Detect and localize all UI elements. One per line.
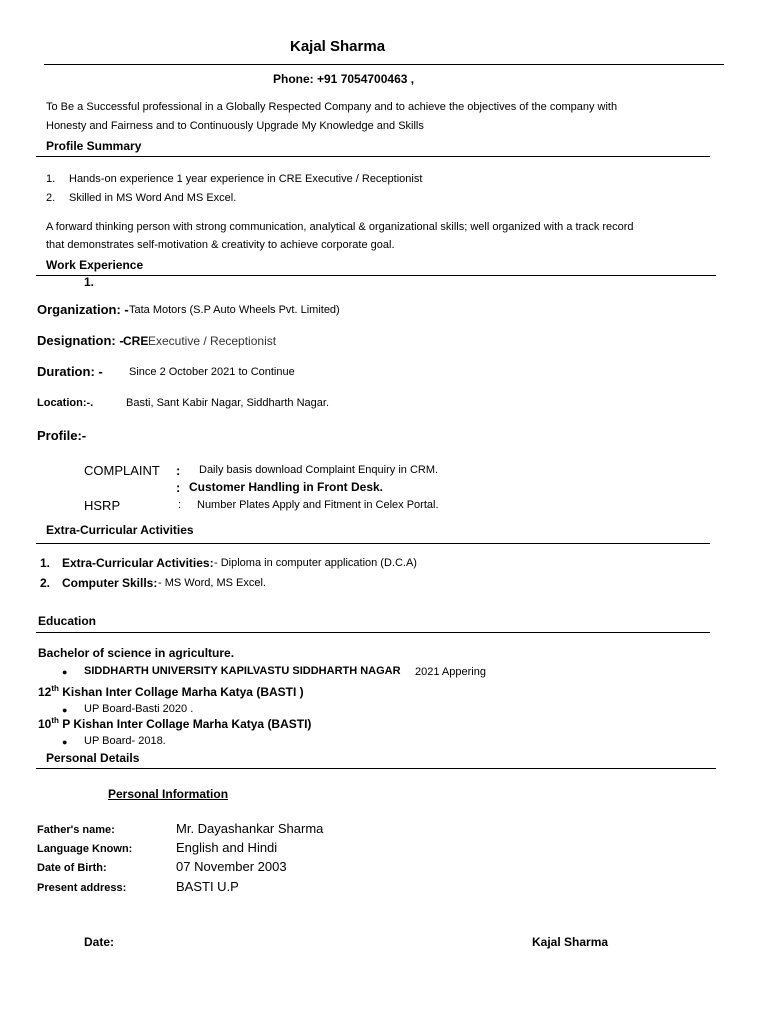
summary-item-1-text: Hands-on experience 1 year experience in CRE Executive / Receptionist (69, 173, 423, 185)
address-label: Present address: (37, 882, 127, 894)
summary-item-1-num: 1. (46, 173, 56, 185)
designation-label: Designation: - (37, 333, 124, 348)
extra-item-1-num: 1. (40, 556, 51, 570)
hsrp-value: Number Plates Apply and Fitment in Celex Portal. (197, 499, 439, 511)
designation-value: Executive / Receptionist (148, 334, 277, 348)
tenth-entry: 10th P Kishan Inter Collage Marha Katya (BASTI) (38, 716, 312, 731)
complaint-value: Daily basis download Complaint Enquiry in CRM. (199, 464, 439, 476)
organization-value: Tata Motors (S.P Auto Wheels Pvt. Limited) (129, 304, 340, 316)
location-label: Location:-. (37, 397, 94, 409)
complaint-label: COMPLAINT (84, 463, 160, 478)
extra-item-1-value: - Diploma in computer application (D.C.A) (214, 557, 417, 569)
complaint-colon: : (176, 463, 181, 478)
university-name: SIDDHARTH UNIVERSITY KAPILVASTU SIDDHARTH NAGAR (84, 665, 401, 677)
date-label: Date: (84, 935, 115, 949)
education-heading: Education (38, 614, 97, 628)
summary-paragraph-line-1: A forward thinking person with strong communication, analytical & organizational skills; well organized with a track record (46, 221, 634, 233)
university-year: 2021 Appering (415, 666, 486, 678)
address-value: BASTI U.P (176, 879, 239, 894)
profile-label: Profile:- (37, 428, 87, 443)
fathers-name-label: Father's name: (37, 824, 115, 836)
customer-handling-value: Customer Handling in Front Desk. (189, 480, 384, 494)
customer-colon: : (176, 480, 181, 495)
personal-details-divider (36, 768, 716, 769)
work-experience-index: 1. (84, 275, 95, 289)
bullet-icon: ● (62, 737, 68, 747)
profile-summary-heading: Profile Summary (46, 139, 142, 153)
summary-paragraph-line-2: that demonstrates self-motivation & creativity to achieve corporate goal. (46, 239, 395, 251)
language-value: English and Hindi (176, 840, 278, 855)
location-value: Basti, Sant Kabir Nagar, Siddharth Nagar. (126, 397, 330, 409)
designation-cre: CRE (123, 334, 149, 348)
extra-item-2-label: Computer Skills: (62, 576, 158, 590)
header-divider (44, 64, 724, 65)
work-experience-heading: Work Experience (46, 258, 144, 272)
phone-number: Phone: +91 7054700463 , (273, 72, 415, 86)
dob-label: Date of Birth: (37, 862, 107, 874)
extra-item-1-label: Extra-Curricular Activities: (62, 556, 214, 570)
bullet-icon: ● (62, 705, 68, 715)
fathers-name-value: Mr. Dayashankar Sharma (176, 821, 324, 836)
education-divider (36, 632, 710, 633)
candidate-name: Kajal Sharma (290, 38, 386, 55)
dob-value: 07 November 2003 (176, 859, 287, 874)
summary-item-2-text: Skilled in MS Word And MS Excel. (69, 192, 237, 204)
hsrp-label: HSRP (84, 498, 121, 513)
objective-line-1: To Be a Successful professional in a Globally Respected Company and to achieve the objectives of the company with (46, 101, 618, 113)
work-experience-divider (36, 275, 716, 276)
extra-item-2-value: - MS Word, MS Excel. (158, 577, 266, 589)
profile-summary-divider (36, 156, 710, 157)
duration-label: Duration: - (37, 364, 103, 379)
degree: Bachelor of science in agriculture. (38, 646, 235, 660)
extra-curricular-divider (36, 543, 710, 544)
extra-item-2-num: 2. (40, 576, 51, 590)
extra-curricular-heading: Extra-Curricular Activities (46, 523, 194, 537)
twelfth-entry: 12th Kishan Inter Collage Marha Katya (BASTI ) (38, 684, 304, 699)
signature-name: Kajal Sharma (532, 935, 609, 949)
hsrp-colon: : (178, 499, 182, 511)
bullet-icon: ● (62, 667, 68, 677)
objective-line-2: Honesty and Fairness and to Continuously Upgrade My Knowledge and Skills (46, 120, 424, 132)
personal-information-subheading: Personal Information (108, 787, 229, 801)
organization-label: Organization: - (37, 302, 129, 317)
personal-details-heading: Personal Details (46, 751, 140, 765)
language-label: Language Known: (37, 843, 133, 855)
summary-item-2-num: 2. (46, 192, 56, 204)
twelfth-board: UP Board-Basti 2020 . (84, 703, 194, 715)
tenth-board: UP Board- 2018. (84, 735, 166, 747)
duration-value: Since 2 October 2021 to Continue (129, 366, 295, 378)
